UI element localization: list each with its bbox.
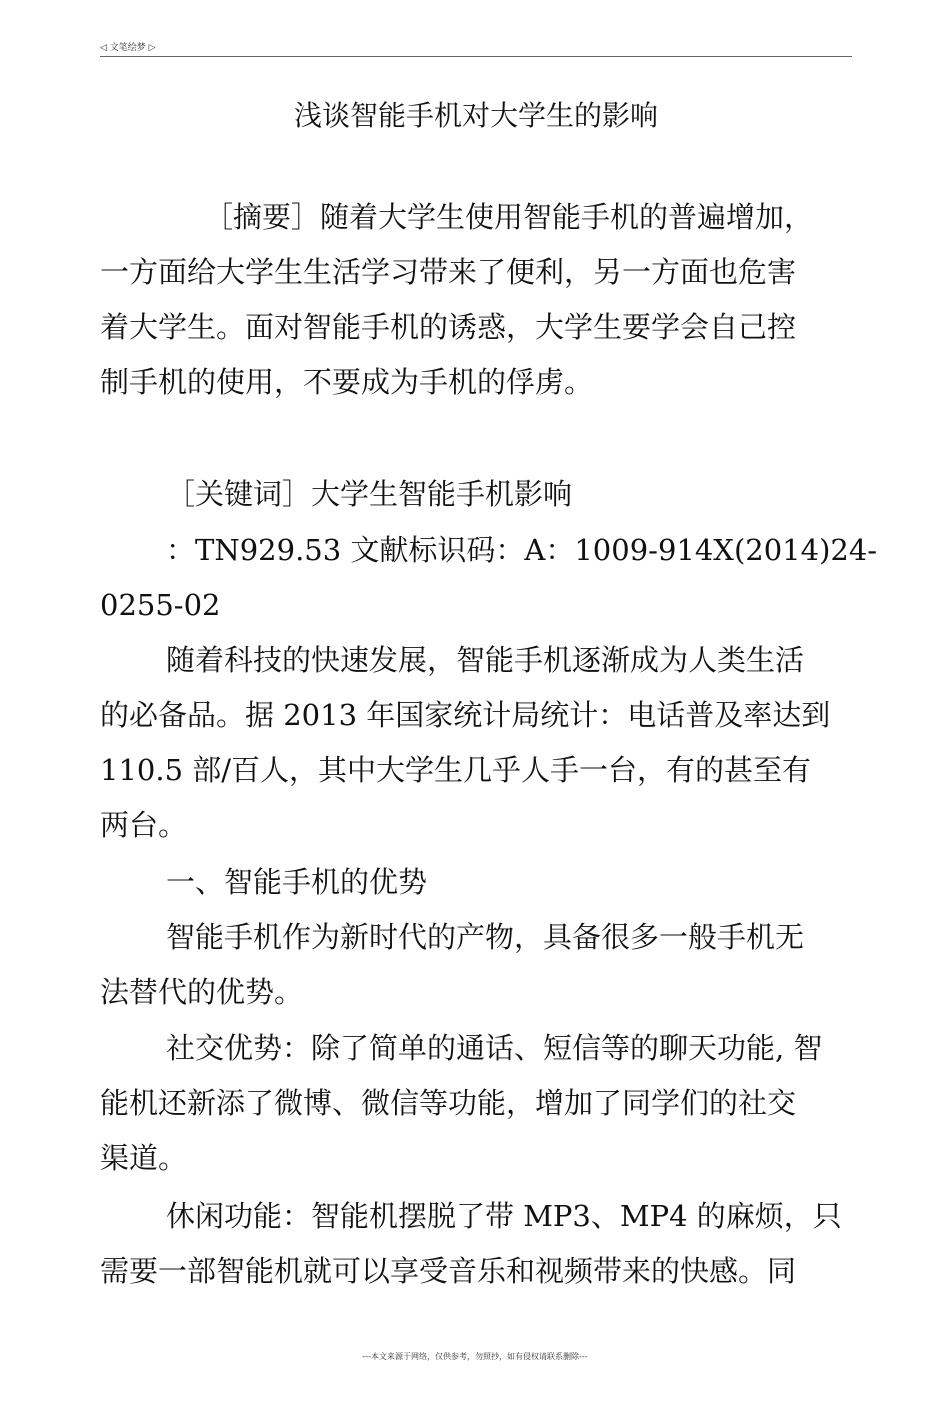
abstract-line: 着大学生。面对智能手机的诱惑，大学生要学会自己控	[100, 310, 797, 344]
section-paragraph-3	[100, 1189, 850, 1299]
intro-line: 随着科技的快速发展，智能手机逐渐成为人类生活	[166, 643, 805, 677]
paragraph-line: 渠道。	[100, 1141, 188, 1175]
paragraph-line: 社交优势：除了简单的通话、短信等的聊天功能, 智	[166, 1031, 823, 1065]
paragraph-line: 法替代的优势。	[100, 975, 304, 1009]
paragraph-line: 能机还新添了微博、微信等功能，增加了同学们的社交	[100, 1086, 797, 1120]
section-paragraph-2	[100, 1021, 850, 1186]
abstract-line: 一方面给大学生生活学习带来了便利，另一方面也危害	[100, 255, 797, 289]
classification-line: 0255-02	[100, 588, 221, 622]
keywords-line: ［关键词］大学生智能手机影响	[166, 477, 573, 511]
classification-paragraph	[100, 523, 878, 633]
paragraph-line: 智能手机作为新时代的产物，具备很多一般手机无	[166, 920, 805, 954]
page-header	[100, 38, 852, 57]
page-footer: ---本文来源于网络，仅供参考，勿照抄，如有侵权请联系删除---	[362, 1352, 588, 1361]
paragraph-line: 需要一部智能机就可以享受音乐和视频带来的快感。同	[100, 1254, 797, 1288]
section-paragraph-1	[100, 910, 850, 1020]
intro-line: 110.5 部/百人，其中大学生几乎人手一台，有的甚至有	[100, 753, 812, 787]
abstract-paragraph	[100, 190, 850, 410]
document-title: 浅谈智能手机对大学生的影响	[293, 99, 658, 132]
intro-line: 两台。	[100, 808, 188, 842]
paragraph-line: 休闲功能：智能机摆脱了带 MP3、MP4 的麻烦，只	[166, 1199, 842, 1233]
keywords-paragraph	[100, 467, 850, 522]
intro-line: 的必备品。据 2013 年国家统计局统计：电话普及率达到	[100, 698, 831, 732]
header-text: ◁ 文笔绘梦 ▷	[100, 43, 156, 53]
abstract-line: ［摘要］随着大学生使用智能手机的普遍增加，	[204, 200, 814, 234]
section-heading	[100, 855, 850, 910]
section-heading-text: 一、智能手机的优势	[166, 865, 428, 899]
abstract-line: 制手机的使用，不要成为手机的俘虏。	[100, 365, 594, 399]
intro-paragraph	[100, 633, 850, 853]
classification-line: ：TN929.53 文献标识码：A：1009-914X(2014)24-	[166, 533, 878, 567]
